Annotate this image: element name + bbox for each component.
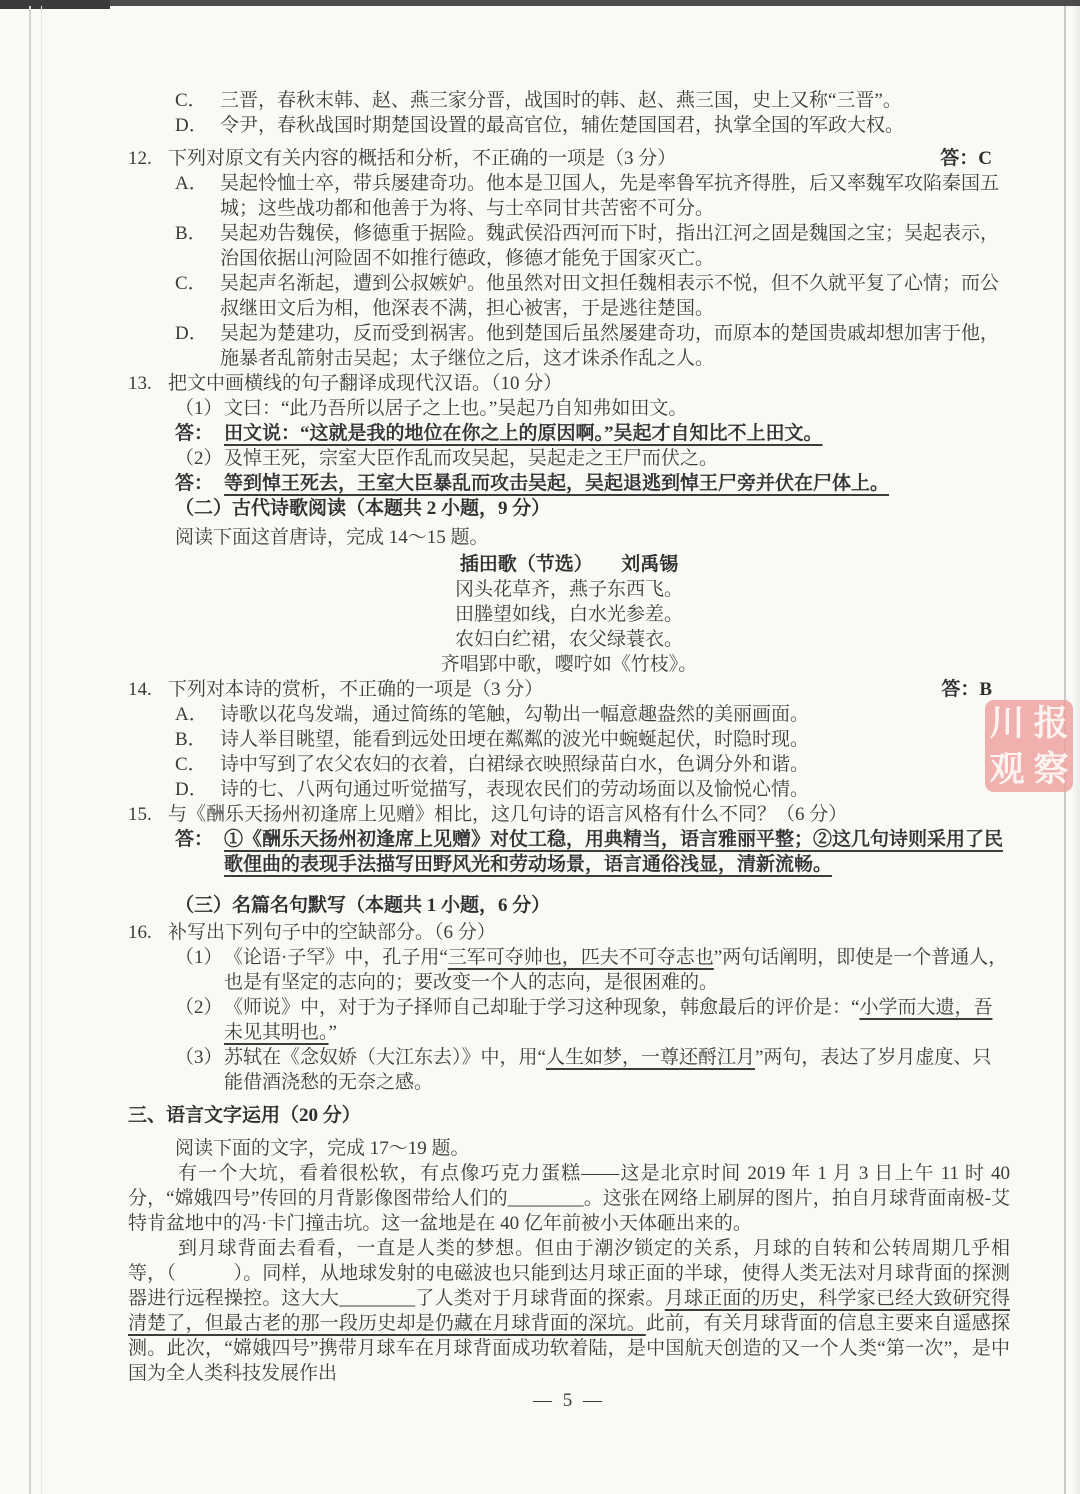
poem-line — [128, 577, 1010, 602]
underlined-text: 三军可夺帅也，匹夫不可夺志也 — [447, 947, 714, 968]
page-spine-line — [29, 6, 31, 1494]
text-span: 苏轼在《念奴娇（大江东去）》中，用“ — [224, 1047, 546, 1068]
text-span: 阅读下面的文字，完成 17～19 题。 — [175, 1138, 470, 1159]
text-span: ” — [328, 1022, 337, 1043]
option-14-b — [175, 727, 1010, 752]
text-span: 答： — [175, 423, 214, 444]
text-span: 有一个大坑，看着很松软，有点像巧克力蛋糕——这是北京时间 2019 年 1 月 3 日上午 11 时 40 分，“嫦娥四号”传回的月背影像图带给人们的________。这张在网络上刷屏的图片，拍自月球背面南极-艾特肯盆地中的冯·卡门撞击坑。这一盆地是在 40 亿年前被小天体砸出来的。 — [128, 1163, 1011, 1234]
text-span: 补写出下列句子中的空缺部分。（6 分） — [168, 922, 496, 943]
text-span: （1） — [175, 947, 223, 968]
text-span: C． — [175, 273, 207, 294]
option-12-a — [175, 171, 1010, 221]
scan-top-edge-shadow — [0, 0, 110, 9]
text-span: 下列对原文有关内容的概括和分析，不正确的一项是（3 分） — [168, 148, 677, 169]
answer-13-2 — [175, 471, 1010, 496]
reading-instruction-passage — [175, 1136, 1010, 1161]
text-span: A． — [175, 173, 208, 194]
seal-char: 观 — [989, 749, 1025, 789]
item-13-1 — [175, 396, 1010, 421]
text-span: 及悼王死，宗室大臣作乱而攻吴起，吴起走之王尸而伏之。 — [224, 448, 719, 469]
poem-line — [128, 602, 1010, 627]
page-right-shading — [1072, 0, 1080, 1494]
text-span: 到月球背面去看看，一直是人类的梦想。但由于潮汐锁定的关系，月球的自转和公转周期几乎相等，（ ）。同样，从地球发射的电磁波也只能到达月球正面的半球，使得人类无法对月球背面的探测器进行远程操控。这大大________了人类对于月球背面的探索。 — [128, 1238, 1010, 1309]
poem-line — [128, 652, 1010, 677]
text-span: 三晋，春秋末韩、赵、燕三家分晋，战国时的韩、赵、燕三国，史上又称“三晋”。 — [220, 90, 902, 111]
text-span: ”两句话阐明，即使是一个普通人，也是有坚定的志向的；要改变一个人的志向，是很困难的。 — [224, 947, 1008, 993]
text-span: 诗的七、八两句通过听觉描写，表现农民们的劳动场面以及愉悦心情。 — [220, 779, 810, 800]
text-span: 插田歌（节选） 刘禹锡 — [459, 554, 679, 575]
text-span: B． — [175, 223, 207, 244]
text-span: 吴起为楚建功，反而受到祸害。他到楚国后虽然屡建奇功，而原本的楚国贵戚却想加害于他，施暴者乱箭射击吴起；太子继位之后，这才诛杀作乱之人。 — [220, 323, 1000, 369]
text-span: B． — [175, 729, 207, 750]
section-heading-language — [128, 1103, 1010, 1128]
text-span: ”两句，表达了岁月虚度、只能借酒浇愁的无奈之感。 — [224, 1047, 992, 1093]
option-14-c — [175, 752, 1010, 777]
text-span: 此前，有关月球背面的信息主要来自遥感探测。此次，“嫦娥四号”携带月球车在月球背面成功软着陆，是中国航天创造的又一个人类“第一次”，是中国为全人类科技发展作出 — [128, 1313, 1010, 1384]
text-span: D． — [175, 115, 208, 136]
option-11-c — [175, 88, 1010, 113]
text-span: C． — [175, 754, 207, 775]
answer-label: 答：C — [940, 148, 992, 169]
poem-title — [128, 552, 1010, 577]
answer-13-1 — [175, 421, 1010, 446]
answer-15 — [175, 827, 1010, 877]
text-span: （1） — [175, 398, 223, 419]
underlined-text: ①《酬乐天扬州初逢席上见赠》对仗工稳，用典精当，语言雅丽平整；②这几句诗则采用了民歌俚曲的表现手法描写田野风光和劳动场景，语言通俗浅显，清新流畅。 — [224, 829, 1004, 875]
text-span: （二）古代诗歌阅读（本题共 2 小题，9 分） — [175, 498, 551, 519]
text-span: 与《酬乐天扬州初逢席上见赠》相比，这几句诗的语言风格有什么不同？（6 分） — [168, 804, 848, 825]
underlined-text: 田文说：“这就是我的地位在你之上的原因啊。”吴起才自知比不上田文。 — [224, 423, 823, 444]
answer-label: 答：B — [941, 679, 992, 700]
text-span: 吴起怜恤士卒，带兵屡建奇功。他本是卫国人，先是率鲁军抗齐得胜，后又率魏军攻陷秦国五城；这些战功都和他善于为将、与士卒同甘共苦密不可分。 — [220, 173, 1000, 219]
question-15 — [128, 802, 1010, 827]
seal-char: 川 — [989, 703, 1025, 743]
passage-paragraph-1 — [128, 1161, 1010, 1236]
section-3-heading — [175, 893, 1010, 918]
text-span: C． — [175, 90, 207, 111]
page-number — [128, 1388, 1010, 1413]
text-span: 令尹，春秋战国时期楚国设置的最高官位，辅佐楚国国君，执掌全国的军政大权。 — [220, 115, 905, 136]
text-span: D． — [175, 779, 208, 800]
option-14-d — [175, 777, 1010, 802]
text-span: 阅读下面这首唐诗，完成 14～15 题。 — [175, 527, 489, 548]
item-16-2 — [175, 995, 1010, 1045]
text-span: （2） — [175, 997, 223, 1018]
text-span: — 5 — — [533, 1390, 605, 1411]
underlined-text: 等到悼王死去，王室大臣暴乱而攻击吴起，吴起退逃到悼王尸旁并伏在尸体上。 — [224, 473, 890, 494]
text-span: 冈头花草齐，燕子东西飞。 — [454, 579, 683, 600]
question-16 — [128, 920, 1010, 945]
item-16-3 — [175, 1045, 1010, 1095]
option-11-d — [175, 113, 1010, 138]
seal-char: 报 — [1033, 703, 1069, 743]
text-span: 下列对本诗的赏析，不正确的一项是（3 分） — [168, 679, 544, 700]
text-span: 12. — [128, 148, 152, 169]
text-span: 三、语言文字运用（20 分） — [128, 1105, 361, 1126]
text-span: A． — [175, 704, 208, 725]
option-14-a — [175, 702, 1010, 727]
item-13-2 — [175, 446, 1010, 471]
item-16-1 — [175, 945, 1010, 995]
text-span: 13. — [128, 373, 152, 394]
underlined-text: 月球正面的历史，科学家已经大致研究得清楚了，但最古老的那一段历史却是仍藏在月球背面的深坑。 — [128, 1288, 1010, 1334]
poem-line — [128, 627, 1010, 652]
text-span: （三）名篇名句默写（本题共 1 小题，6 分） — [175, 895, 551, 916]
text-span: 答： — [175, 473, 214, 494]
text-span: D． — [175, 323, 208, 344]
text-span: 齐唱郢中歌，嘤咛如《竹枝》。 — [440, 654, 698, 675]
text-span: 诗人举目眺望，能看到远处田埂在粼粼的波光中蜿蜒起伏，时隐时现。 — [220, 729, 810, 750]
text-span: 把文中画横线的句子翻译成现代汉语。（10 分） — [168, 373, 563, 394]
text-span: 文曰：“此乃吾所以居子之上也。”吴起乃自知弗如田文。 — [224, 398, 688, 419]
page-spine-line-faint — [41, 6, 42, 1494]
seal-char: 察 — [1033, 749, 1069, 789]
text-span: 诗歌以花鸟发端，通过简练的笔触，勾勒出一幅意趣盎然的美丽画面。 — [220, 704, 810, 725]
underlined-text: 人生如梦，一尊还酹江月 — [545, 1047, 755, 1068]
text-span: 15. — [128, 804, 152, 825]
question-12 — [128, 146, 1010, 171]
option-12-c — [175, 271, 1010, 321]
text-span: 16. — [128, 922, 152, 943]
passage-paragraph-2 — [128, 1236, 1010, 1386]
text-span: 《论语·子罕》中，孔子用“ — [224, 947, 448, 968]
text-span: （3） — [175, 1047, 223, 1068]
question-14 — [128, 677, 1010, 702]
watermark-seal — [985, 700, 1073, 792]
text-span: 《师说》中，对于为子择师自己却耻于学习这种现象，韩愈最后的评价是：“ — [224, 997, 860, 1018]
text-span: 农妇白纻裙，农父绿蓑衣。 — [454, 629, 683, 650]
text-span: 答： — [175, 829, 214, 850]
text-span: 吴起劝告魏侯，修德重于据险。魏武侯沿西河而下时，指出江河之固是魏国之宝；吴起表示，治国依据山河险固不如推行德政，修德才能免于国家灭亡。 — [220, 223, 1000, 269]
question-13 — [128, 371, 1010, 396]
exam-text-body — [128, 88, 1010, 1413]
scan-top-edge — [0, 0, 1080, 6]
text-span: 诗中写到了农父农妇的衣着，白裙绿衣映照绿苗白水，色调分外和谐。 — [220, 754, 810, 775]
underlined-text: 小学而大遗，吾未见其明也。 — [224, 997, 993, 1043]
text-span: 吴起声名渐起，遭到公叔嫉妒。他虽然对田文担任魏相表示不悦，但不久就平复了心情；而公叔继田文后为相，他深表不满，担心被害，于是逃往楚国。 — [220, 273, 1000, 319]
text-span: 14. — [128, 679, 152, 700]
section-2-heading — [175, 496, 1010, 521]
option-12-d — [175, 321, 1010, 371]
option-12-b — [175, 221, 1010, 271]
text-span: 田塍望如线，白水光参差。 — [454, 604, 683, 625]
reading-instruction-poem — [175, 525, 1010, 550]
text-span: （2） — [175, 448, 223, 469]
